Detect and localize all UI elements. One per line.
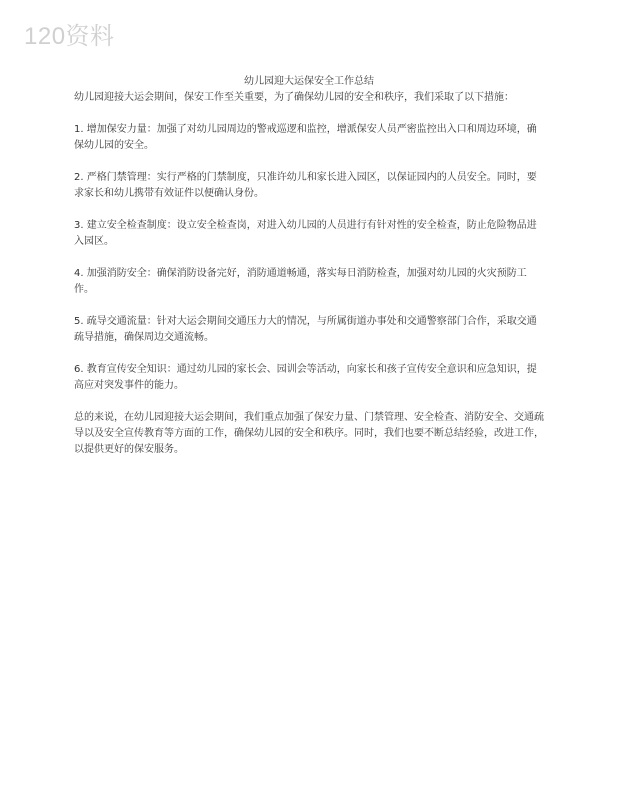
measure-item-2: 2. 严格门禁管理：实行严格的门禁制度，只准许幼儿和家长进入园区，以保证园内的人员安全。同时，要求家长和幼儿携带有效证件以便确认身份。 [74, 172, 537, 199]
summary-paragraph: 总的来说，在幼儿园迎接大运会期间，我们重点加强了保安力量、门禁管理、安全检查、消防安全、交通疏导以及安全宣传教育等方面的工作，确保幼儿园的安全和秩序。同时，我们也要不断总结经验，改进工作，以提供更好的保安服务。 [74, 412, 544, 455]
watermark-logo: 120资料 [24, 23, 115, 50]
measure-item-5: 5. 疏导交通流量：针对大运会期间交通压力大的情况，与所属街道办事处和交通警察部门合作，采取交通疏导措施，确保周边交通流畅。 [74, 316, 537, 343]
measure-item-4: 4. 加强消防安全：确保消防设备完好，消防通道畅通，落实每日消防检查，加强对幼儿园的火灾预防工作。 [74, 268, 527, 295]
intro-paragraph: 幼儿园迎接大运会期间，保安工作至关重要，为了确保幼儿园的安全和秩序，我们采取了以下措施： [74, 92, 514, 103]
measure-item-1: 1. 增加保安力量：加强了对幼儿园周边的警戒巡逻和监控，增派保安人员严密监控出入口和周边环境，确保幼儿园的安全。 [74, 124, 537, 151]
measure-item-3: 3. 建立安全检查制度：设立安全检查岗，对进入幼儿园的人员进行有针对性的安全检查，防止危险物品进入园区。 [74, 220, 537, 247]
measure-item-6: 6. 教育宣传安全知识：通过幼儿园的家长会、园训会等活动，向家长和孩子宣传安全意识和应急知识，提高应对突发事件的能力。 [74, 364, 537, 391]
document-title: 幼儿园迎大运保安全工作总结 [244, 76, 374, 87]
document-body [74, 74, 544, 458]
